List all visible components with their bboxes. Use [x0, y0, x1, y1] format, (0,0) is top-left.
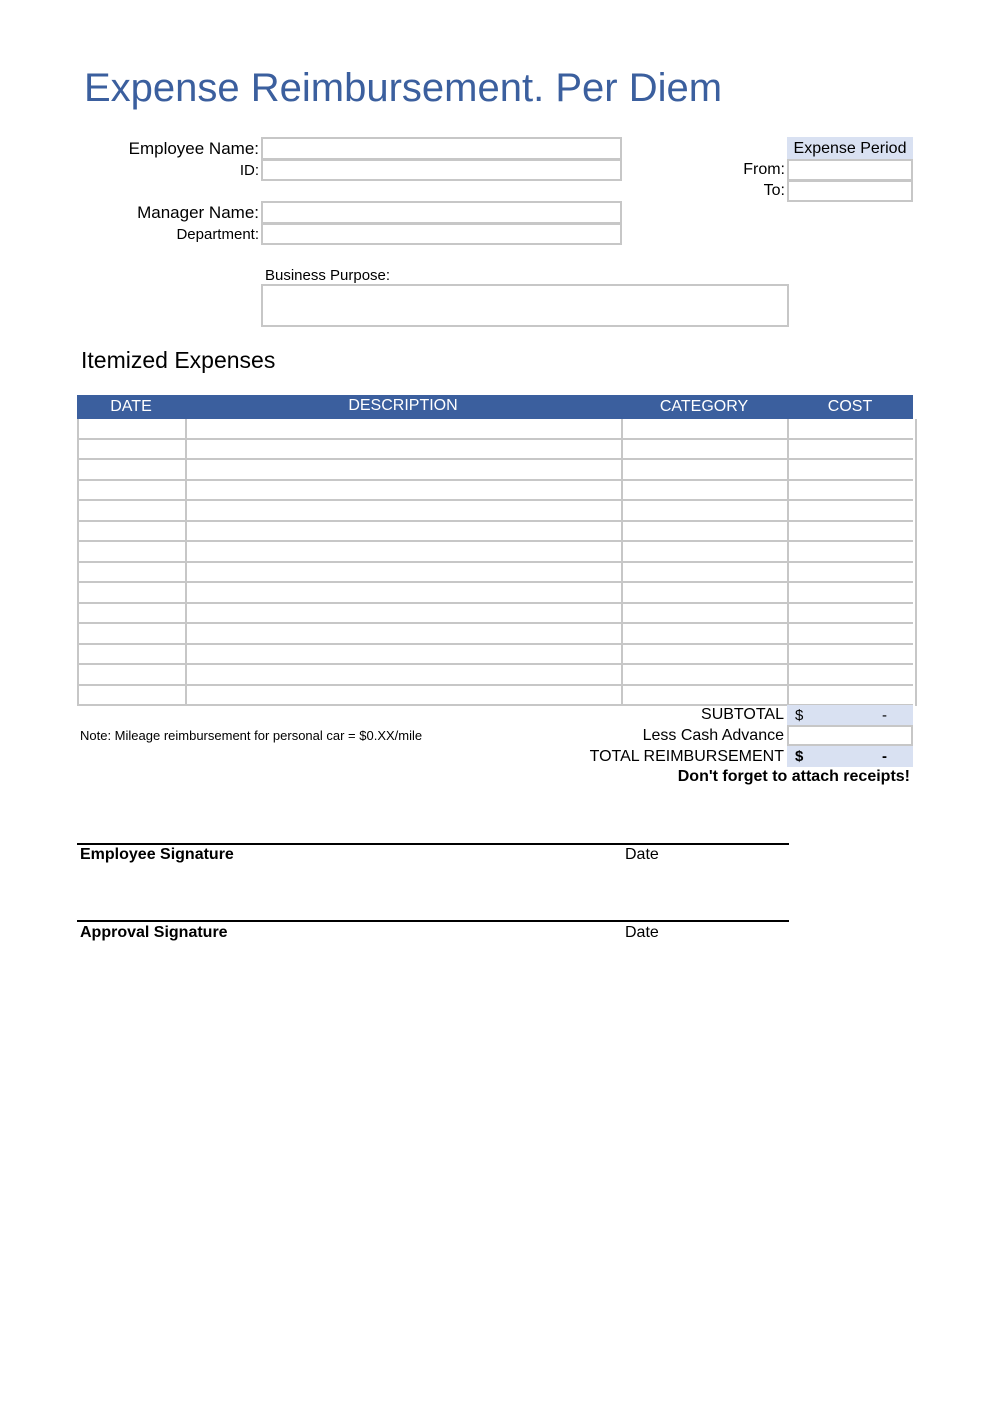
cell-category[interactable]	[621, 686, 789, 707]
cell-date[interactable]	[77, 686, 187, 707]
cell-category[interactable]	[621, 604, 789, 625]
table-row	[77, 419, 913, 440]
cell-date[interactable]	[77, 583, 187, 604]
table-row	[77, 604, 913, 625]
cell-cost[interactable]	[787, 542, 917, 563]
table-row	[77, 624, 913, 645]
cell-date[interactable]	[77, 481, 187, 502]
department-label: Department:	[176, 226, 259, 243]
approval-signature-line[interactable]	[77, 920, 789, 922]
subtotal-label: SUBTOTAL	[701, 706, 784, 723]
table-row	[77, 686, 913, 707]
employee-name-field[interactable]	[261, 137, 622, 160]
itemized-expenses-title: Itemized Expenses	[81, 347, 276, 373]
cell-description[interactable]	[185, 583, 623, 604]
cell-description[interactable]	[185, 460, 623, 481]
cell-date[interactable]	[77, 419, 187, 440]
employee-signature-line[interactable]	[77, 843, 789, 845]
cell-date[interactable]	[77, 522, 187, 543]
from-label: From:	[743, 161, 785, 178]
cell-date[interactable]	[77, 563, 187, 584]
itemized-expenses-table	[77, 419, 913, 706]
business-purpose-label: Business Purpose:	[265, 267, 391, 284]
cell-date[interactable]	[77, 440, 187, 461]
cell-cost[interactable]	[787, 624, 917, 645]
cell-category[interactable]	[621, 481, 789, 502]
cell-date[interactable]	[77, 501, 187, 522]
business-purpose-field[interactable]	[261, 284, 789, 327]
department-field[interactable]	[261, 223, 622, 245]
table-row	[77, 583, 913, 604]
cash-advance-label: Less Cash Advance	[642, 727, 784, 744]
table-row	[77, 665, 913, 686]
cell-category[interactable]	[621, 501, 789, 522]
cell-cost[interactable]	[787, 604, 917, 625]
cell-category[interactable]	[621, 419, 789, 440]
cell-category[interactable]	[621, 542, 789, 563]
cell-cost[interactable]	[787, 419, 917, 440]
cell-date[interactable]	[77, 460, 187, 481]
cell-category[interactable]	[621, 665, 789, 686]
total-currency: $	[795, 748, 804, 765]
approval-signature-date-label: Date	[625, 924, 659, 941]
cell-description[interactable]	[185, 665, 623, 686]
cell-cost[interactable]	[787, 522, 917, 543]
manager-name-label: Manager Name:	[137, 203, 259, 222]
total-amount: -	[882, 748, 887, 765]
cell-description[interactable]	[185, 419, 623, 440]
cell-cost[interactable]	[787, 665, 917, 686]
cell-category[interactable]	[621, 440, 789, 461]
page-title: Expense Reimbursement. Per Diem	[84, 66, 723, 110]
to-date-field[interactable]	[787, 180, 913, 202]
table-row	[77, 481, 913, 502]
cell-description[interactable]	[185, 522, 623, 543]
subtotal-amount: -	[882, 707, 887, 724]
table-header	[77, 395, 913, 419]
subtotal-value	[787, 705, 913, 726]
cell-description[interactable]	[185, 645, 623, 666]
expense-period-header: Expense Period	[787, 137, 913, 159]
table-row	[77, 645, 913, 666]
id-label: ID:	[239, 162, 259, 179]
cell-date[interactable]	[77, 604, 187, 625]
cash-advance-field[interactable]	[787, 725, 913, 746]
cell-date[interactable]	[77, 624, 187, 645]
cell-cost[interactable]	[787, 686, 917, 707]
cell-category[interactable]	[621, 583, 789, 604]
cell-category[interactable]	[621, 645, 789, 666]
cell-description[interactable]	[185, 624, 623, 645]
table-row	[77, 501, 913, 522]
approval-signature-label: Approval Signature	[80, 924, 228, 941]
cell-description[interactable]	[185, 563, 623, 584]
receipts-reminder: Don't forget to attach receipts!	[677, 768, 910, 785]
cell-description[interactable]	[185, 501, 623, 522]
table-row	[77, 460, 913, 481]
from-date-field[interactable]	[787, 159, 913, 181]
cell-description[interactable]	[185, 440, 623, 461]
cell-category[interactable]	[621, 460, 789, 481]
column-header-description: DESCRIPTION	[348, 397, 458, 414]
table-row	[77, 440, 913, 461]
table-row	[77, 522, 913, 543]
cell-cost[interactable]	[787, 563, 917, 584]
cell-cost[interactable]	[787, 481, 917, 502]
cell-category[interactable]	[621, 522, 789, 543]
mileage-note: Note: Mileage reimbursement for personal car = $0.XX/mile	[80, 728, 423, 743]
table-row	[77, 563, 913, 584]
cell-cost[interactable]	[787, 460, 917, 481]
employee-name-label: Employee Name:	[128, 139, 259, 158]
cell-description[interactable]	[185, 481, 623, 502]
total-reimbursement-value	[787, 746, 913, 767]
table-row	[77, 542, 913, 563]
cell-cost[interactable]	[787, 501, 917, 522]
to-label: To:	[763, 182, 785, 199]
cell-category[interactable]	[621, 563, 789, 584]
manager-name-field[interactable]	[261, 201, 622, 224]
employee-signature-label: Employee Signature	[80, 846, 234, 863]
total-reimbursement-label: TOTAL REIMBURSEMENT	[589, 748, 784, 765]
cell-date[interactable]	[77, 645, 187, 666]
id-field[interactable]	[261, 159, 622, 181]
cell-category[interactable]	[621, 624, 789, 645]
subtotal-currency: $	[795, 707, 804, 724]
cell-date[interactable]	[77, 665, 187, 686]
cell-description[interactable]	[185, 604, 623, 625]
cell-description[interactable]	[185, 542, 623, 563]
cell-cost[interactable]	[787, 440, 917, 461]
column-header-category: CATEGORY	[659, 398, 749, 415]
cell-date[interactable]	[77, 542, 187, 563]
column-header-cost: COST	[827, 398, 873, 415]
cell-cost[interactable]	[787, 583, 917, 604]
column-header-date: DATE	[110, 398, 152, 415]
employee-signature-date-label: Date	[625, 846, 659, 863]
cell-cost[interactable]	[787, 645, 917, 666]
cell-description[interactable]	[185, 686, 623, 707]
